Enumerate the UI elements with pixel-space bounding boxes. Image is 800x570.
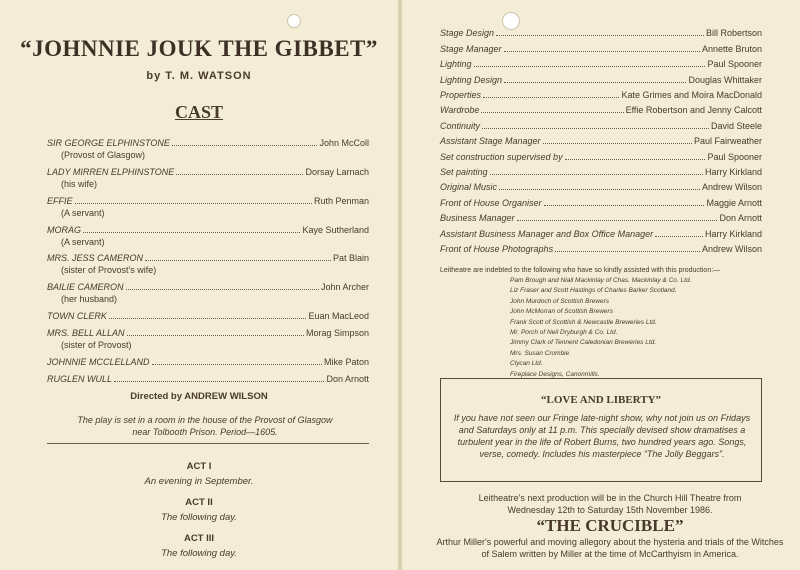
divider-rule bbox=[47, 443, 369, 444]
leader-dots bbox=[127, 335, 304, 336]
box-title: “LOVE AND LIBERTY” bbox=[540, 394, 662, 406]
play-title: “JOHNNIE JOUK THE GIBBET” bbox=[20, 36, 378, 61]
cast-entry bbox=[47, 166, 369, 190]
crew-role: Business Manager bbox=[440, 213, 515, 223]
acknowledgement-item: John Murdoch of Scottish Brewers bbox=[510, 297, 609, 305]
crew-name: Harry Kirkland bbox=[704, 229, 762, 239]
next-production-title: “THE CRUCIBLE” bbox=[536, 516, 684, 535]
crew-name: Douglas Whittaker bbox=[688, 75, 762, 85]
crew-credit bbox=[440, 120, 762, 132]
leader-dots bbox=[565, 159, 706, 160]
acknowledgement-item: Clycan Ltd. bbox=[510, 360, 543, 368]
cast-entry bbox=[47, 252, 369, 276]
act-description: The following day. bbox=[161, 548, 237, 559]
acknowledgement-item: Frank Scott of Scottish & Newcastle Breweries Ltd. bbox=[510, 318, 657, 326]
leader-dots bbox=[496, 35, 704, 36]
crew-credit bbox=[440, 104, 762, 116]
crew-role: Assistant Business Manager and Box Office Manager bbox=[440, 229, 654, 239]
leader-dots bbox=[504, 82, 686, 83]
author-byline: by T. M. WATSON bbox=[146, 70, 252, 82]
crew-name: Andrew Wilson bbox=[701, 244, 762, 254]
crew-name: Bill Robertson bbox=[705, 28, 762, 38]
cast-role: TOWN CLERK bbox=[47, 311, 107, 321]
cast-heading: CAST bbox=[174, 102, 223, 122]
crew-role: Set painting bbox=[440, 167, 488, 177]
leader-dots bbox=[145, 260, 331, 261]
acknowledgements-list bbox=[510, 276, 691, 380]
crew-name: Paul Spooner bbox=[707, 152, 762, 162]
crew-name: Andrew Wilson bbox=[701, 182, 762, 192]
crew-name: Annette Bruton bbox=[701, 44, 762, 54]
next-production-description: Arthur Miller's powerful and moving allegory about the hysteria and trials of the Witches of Salem written by Miller at the time of McCarthyism in America. bbox=[436, 537, 784, 559]
leader-dots bbox=[504, 51, 700, 52]
leader-dots bbox=[499, 189, 700, 190]
crew-role: Front of House Photographs bbox=[440, 244, 554, 254]
leader-dots bbox=[474, 66, 706, 67]
crew-credit bbox=[440, 151, 762, 163]
play-setting bbox=[70, 414, 340, 438]
crew-credit bbox=[440, 212, 762, 224]
crew-name: David Steele bbox=[710, 121, 762, 131]
crew-credit bbox=[440, 197, 762, 209]
crew-credit bbox=[440, 27, 762, 39]
leader-dots bbox=[482, 128, 709, 129]
act-description: An evening in September. bbox=[144, 476, 254, 487]
cast-role-description: (Provost of Glasgow) bbox=[61, 150, 146, 160]
crew-credit bbox=[440, 43, 762, 55]
crew-role: Stage Design bbox=[440, 28, 495, 38]
crew-credit bbox=[440, 228, 762, 240]
cast-entry bbox=[47, 310, 369, 322]
leader-dots bbox=[83, 232, 300, 233]
crew-credit bbox=[440, 74, 762, 86]
cast-role: EFFIE bbox=[47, 196, 73, 206]
cast-role-description: (A servant) bbox=[61, 237, 105, 247]
acknowledgements-intro: Leitheatre are indebted to the following who have so kindly assisted with this production:— bbox=[440, 267, 721, 274]
next-info-line: Leitheatre's next production will be in the Church Hill Theatre from bbox=[478, 493, 742, 503]
cast-role: MRS. JESS CAMERON bbox=[47, 253, 144, 263]
crew-role: Original Music bbox=[440, 182, 498, 192]
crew-name: Effie Robertson and Jenny Calcott bbox=[625, 105, 762, 115]
cast-actor: Don Arnott bbox=[326, 374, 369, 384]
leader-dots bbox=[543, 143, 692, 144]
cast-entry bbox=[47, 195, 369, 219]
cast-entry bbox=[47, 373, 369, 385]
cast-role: MRS. BELL ALLAN bbox=[47, 328, 125, 338]
acknowledgement-item: Mrs. Susan Crombie bbox=[510, 349, 570, 357]
acknowledgement-item: Fireplace Designs, Canonmills. bbox=[510, 370, 600, 378]
crew-role: Stage Manager bbox=[440, 44, 502, 54]
cast-entry bbox=[47, 281, 369, 305]
cast-role-description: (his wife) bbox=[61, 179, 98, 189]
cast-role-description: (sister of Provost) bbox=[61, 340, 132, 350]
leader-dots bbox=[490, 174, 703, 175]
acknowledgement-item: Jimmy Clark of Tennent Caledonian Breweries Ltd. bbox=[510, 339, 657, 347]
leader-dots bbox=[126, 289, 319, 290]
cast-actor: Mike Paton bbox=[323, 357, 369, 367]
setting-line: The play is set in a room in the house of the Provost of Glasgow bbox=[77, 415, 333, 425]
crew-name: Harry Kirkland bbox=[704, 167, 762, 177]
cast-actor: Ruth Penman bbox=[313, 196, 369, 206]
leader-dots bbox=[517, 220, 718, 221]
cast-actor: John McColl bbox=[319, 138, 369, 148]
crew-role: Lighting Design bbox=[440, 75, 503, 85]
crew-role: Lighting bbox=[440, 59, 472, 69]
leader-dots bbox=[172, 145, 318, 146]
leader-dots bbox=[555, 251, 700, 252]
box-text: If you have not seen our Fringe late-night show, why not join us on Fridays and Saturdays only at 11 p.m. This specially devised show dramatises a turbulent year in the life of Robert Burns, two hundred years ago. Songs, verse, comedy. Includes his masterpiece “The Jolly Beggars”. bbox=[453, 413, 751, 459]
leader-dots bbox=[75, 203, 312, 204]
leader-dots bbox=[109, 318, 307, 319]
crew-role: Wardrobe bbox=[440, 105, 480, 115]
crew-credit bbox=[440, 181, 762, 193]
leader-dots bbox=[114, 381, 324, 382]
cast-role-description: (A servant) bbox=[61, 208, 105, 218]
punch-hole bbox=[287, 14, 301, 28]
cast-role: MORAG bbox=[47, 225, 82, 235]
leader-dots bbox=[544, 205, 705, 206]
act-title: ACT I bbox=[186, 461, 212, 472]
cast-role-description: (her husband) bbox=[61, 294, 118, 304]
cast-entry bbox=[47, 224, 369, 248]
leader-dots bbox=[176, 174, 303, 175]
crew-role: Continuity bbox=[440, 121, 481, 131]
next-production-info bbox=[440, 492, 780, 516]
cast-actor: Kaye Sutherland bbox=[302, 225, 369, 235]
cast-role: SIR GEORGE ELPHINSTONE bbox=[47, 138, 170, 148]
next-info-line: Wednesday 12th to Saturday 15th November 1986. bbox=[507, 505, 713, 515]
act-title: ACT III bbox=[183, 533, 215, 544]
director-credit: Directed by ANDREW WILSON bbox=[130, 391, 268, 402]
crew-credit bbox=[440, 135, 762, 147]
cast-entry bbox=[47, 137, 369, 161]
cast-role-description: (sister of Provost's wife) bbox=[61, 265, 157, 275]
crew-role: Assistant Stage Manager bbox=[440, 136, 541, 146]
crew-role: Front of House Organiser bbox=[440, 198, 542, 208]
cast-role: JOHNNIE MCCLELLAND bbox=[47, 357, 150, 367]
crew-credit bbox=[440, 89, 762, 101]
crew-role: Set construction supervised by bbox=[440, 152, 563, 162]
acknowledgement-item: John McMorran of Scottish Brewers bbox=[510, 308, 613, 316]
cast-actor: John Archer bbox=[320, 282, 369, 292]
crew-role: Properties bbox=[440, 90, 482, 100]
cast-entry bbox=[47, 327, 369, 351]
crew-name: Paul Spooner bbox=[707, 59, 762, 69]
crew-credit bbox=[440, 243, 762, 255]
cast-role: RUGLEN WULL bbox=[47, 374, 113, 384]
cast-role: LADY MIRREN ELPHINSTONE bbox=[47, 167, 175, 177]
cast-role: BAILIE CAMERON bbox=[47, 282, 124, 292]
cast-actor: Euan MacLeod bbox=[308, 311, 369, 321]
leader-dots bbox=[481, 112, 623, 113]
crew-name: Don Arnott bbox=[719, 213, 762, 223]
leader-dots bbox=[152, 364, 322, 365]
setting-line: near Tolbooth Prison. Period—1605. bbox=[132, 427, 278, 437]
cast-actor: Dorsay Larnach bbox=[305, 167, 369, 177]
crew-name: Paul Fairweather bbox=[693, 136, 762, 146]
cast-entry bbox=[47, 356, 369, 368]
acknowledgement-item: Pam Brough and Niall Mackinlay of Chas. Mackinlay & Co. Ltd. bbox=[510, 277, 692, 284]
crew-name: Maggie Arnott bbox=[706, 198, 762, 208]
cast-actor: Morag Simpson bbox=[305, 328, 369, 338]
cast-actor: Pat Blain bbox=[332, 253, 369, 263]
crew-name: Kate Grimes and Moira MacDonald bbox=[621, 90, 762, 100]
acknowledgement-item: Mr. Porch of Neil Dryburgh & Co. Ltd. bbox=[510, 329, 618, 337]
act-description: The following day. bbox=[161, 512, 237, 523]
crew-credit bbox=[440, 58, 762, 70]
crew-credit bbox=[440, 166, 762, 178]
act-title: ACT II bbox=[185, 497, 213, 508]
love-and-liberty-box bbox=[440, 378, 762, 482]
leader-dots bbox=[483, 97, 619, 98]
acknowledgement-item: Liz Fraser and Scott Hastings of Charles Barker Scotland. bbox=[510, 287, 677, 295]
leader-dots bbox=[655, 236, 703, 237]
